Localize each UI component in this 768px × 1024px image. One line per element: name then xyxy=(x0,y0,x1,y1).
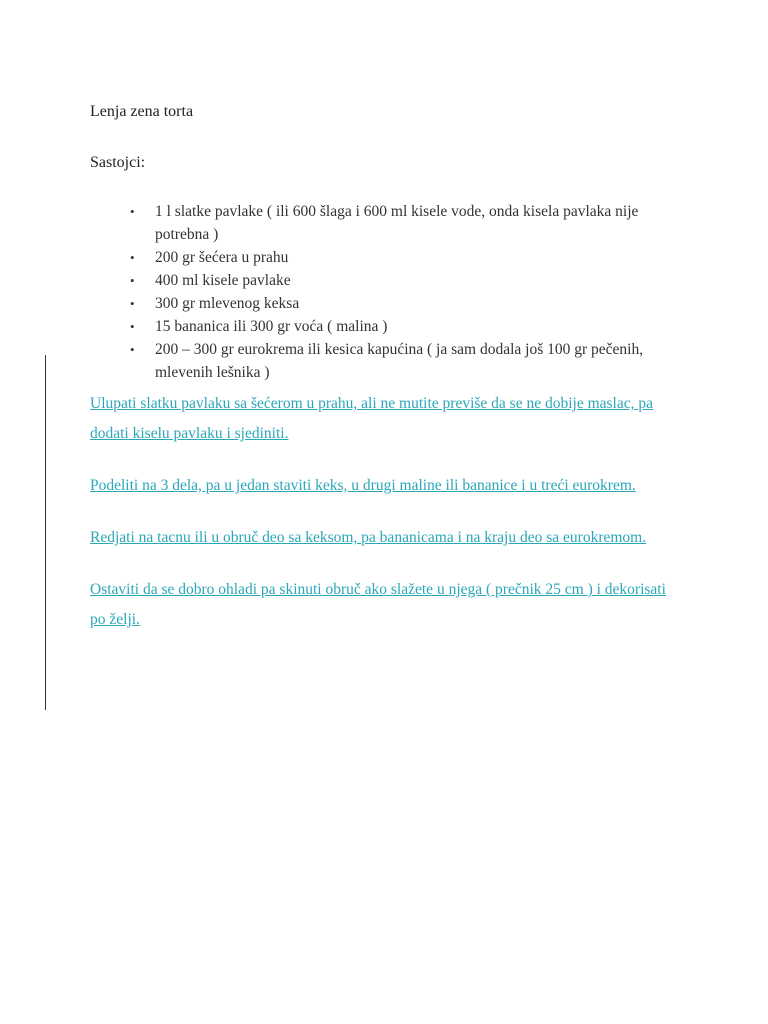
ingredient-item: • 400 ml kisele pavlake xyxy=(90,269,670,292)
revision-change-bar xyxy=(45,355,46,710)
instructions-section xyxy=(90,389,670,657)
recipe-title: Lenja zena torta xyxy=(90,103,194,120)
ingredient-item: • 15 bananica ili 300 gr voća ( malina ) xyxy=(90,315,670,338)
instruction-step: Ostaviti da se dobro ohladi pa skinuti obruč ako slažete u njega ( prečnik 25 cm ) i dekorisati po želji. xyxy=(90,581,666,628)
instruction-step: Podeliti na 3 dela, pa u jedan staviti keks, u drugi maline ili bananice i u treći eurokrem. xyxy=(90,477,636,494)
ingredient-item: • 300 gr mlevenog keksa xyxy=(90,292,670,315)
ingredient-item: • 200 – 300 gr eurokrema ili kesica kapućina ( ja sam dodala još 100 gr pečenih, mlevenih lešnika ) xyxy=(90,338,670,384)
ingredient-item: • 200 gr šećera u prahu xyxy=(90,246,670,269)
ingredients-list xyxy=(90,200,670,384)
ingredients-heading: Sastojci: xyxy=(90,154,146,171)
instruction-step: Redjati na tacnu ili u obruč deo sa keksom, pa bananicama i na kraju deo sa eurokremom. xyxy=(90,529,647,546)
ingredient-item: • 1 l slatke pavlake ( ili 600 šlaga i 600 ml kisele vode, onda kisela pavlaka nije potrebna ) xyxy=(90,200,670,246)
instruction-step: Ulupati slatku pavlaku sa šećerom u prahu, ali ne mutite previše da se ne dobije maslac, pa dodati kiselu pavlaku i sjediniti. xyxy=(90,395,653,442)
